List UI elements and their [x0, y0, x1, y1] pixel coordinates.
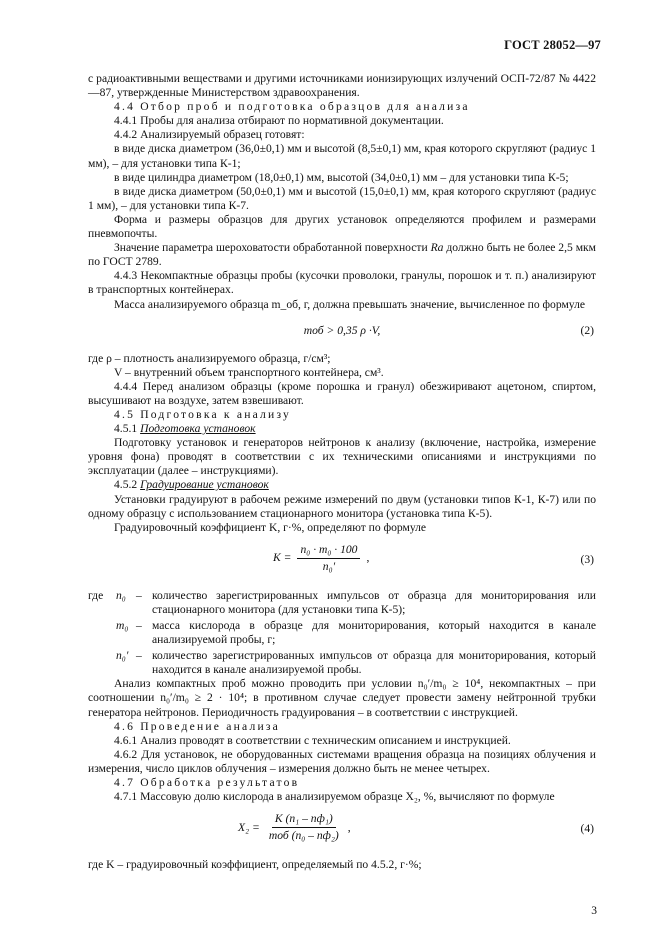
definition-text: количество зарегистрированных импульсов от образца для мониторирования или стационарного монитора (для установки типа К-5); — [152, 588, 596, 616]
paragraph: Установки градуируют в рабочем режиме измерений по двум (установки типов К-1, К-7) или по одному образцу с использованием стационарного монитора (установка типа К-5). — [88, 492, 596, 520]
definition-dash: – — [136, 649, 142, 663]
ra-symbol: Ra — [430, 241, 444, 255]
definition-dash: – — [136, 588, 142, 602]
paragraph: Градуировочный коэффициент K, г·%, определяют по формуле — [114, 520, 427, 534]
fraction — [297, 543, 360, 574]
paragraph: в виде цилиндра диаметром (18,0±0,1) мм, высотой (34,0±0,1) мм – для установки типа К-5; — [114, 170, 569, 184]
subsection-title: Подготовка установок — [140, 422, 256, 436]
formula-body — [238, 812, 351, 843]
definition-row — [88, 619, 596, 647]
paragraph — [88, 241, 596, 269]
paragraph: в виде диска диаметром (36,0±0,1) мм и высотой (8,5±0,1) мм, края которого скругляют (радиус 1 мм), – для установки типа К-1; — [88, 142, 596, 170]
formula-number: (2) — [580, 323, 594, 337]
comma: , — [366, 551, 370, 565]
definition-lead — [88, 619, 116, 647]
formula-lhs: K = — [273, 551, 292, 565]
paragraph: Анализ компактных проб можно проводить при условии n₀′/m₀ ≥ 10⁴, некомпактных – при соотношении n₀′/m₀ ≥ 2 · 10⁴; в противном случае следует провести замену нейтронной трубки генератора нейтронов. Периодичность градуирования – в соответствии с инструкцией. — [88, 677, 596, 719]
definition: где K – градуировочный коэффициент, определяемый по 4.5.2, г·%; — [88, 858, 422, 872]
definition: где ρ – плотность анализируемого образца, г/см³; — [88, 351, 331, 365]
paragraph: Масса анализируемого образца m_об, г, должна превышать значение, вычисленное по формуле — [114, 297, 586, 311]
formula-4 — [88, 812, 596, 852]
numerator: K (n₁ – nф₁) — [272, 812, 336, 828]
definition-row — [88, 589, 596, 617]
formula-lhs: X₂ = — [238, 820, 260, 834]
paragraph: Подготовку установок и генераторов нейтронов к анализу (включение, настройка, измерение уровня фона) проводят в соответствии с их техническими описаниями и инструкциями по эксплуатации (далее – инструкциями). — [88, 436, 596, 478]
document-body — [88, 72, 596, 872]
standard-header: ГОСТ 28052—97 — [504, 38, 601, 52]
formula-2 — [88, 318, 596, 348]
denominator: n₀′ — [322, 559, 336, 573]
definition-lead: где — [88, 588, 104, 602]
definition-symbol: m₀ — [116, 619, 129, 632]
formula-body — [273, 543, 369, 574]
paragraph: 4.4.3 Некомпактные образцы пробы (кусочки проволоки, гранулы, порошок и т. п.) анализируют в транспортных контейнерах. — [88, 269, 596, 297]
section-heading: 4.6 Проведение анализа — [114, 719, 280, 733]
paragraph: 4.7.1 Массовую долю кислорода в анализируемом образце X₂, %, вычисляют по формуле — [114, 790, 555, 804]
definition-row — [88, 649, 596, 677]
formula-number: (3) — [580, 552, 594, 566]
definition-symbol: n₀ — [116, 588, 126, 602]
paragraph: Форма и размеры образцов для других установок определяются профилем и размерами пневмопочты. — [88, 212, 596, 241]
formula-number: (4) — [580, 822, 594, 836]
paragraph: с радиоактивными веществами и другими источниками ионизирующих излучений ОСП-72/87 № 4422—87, утвержденные Министерством здравоохранения. — [88, 72, 596, 100]
text-fragment: Значение параметра шероховатости обработанной поверхности — [114, 241, 431, 255]
comma: , — [347, 820, 351, 834]
numerator: n₀ · m₀ · 100 — [297, 543, 360, 559]
definition-symbol: n₀′ — [116, 649, 129, 663]
definition-dash: – — [136, 619, 142, 632]
subsection-number: 4.5.1 — [114, 422, 141, 436]
page-number: 3 — [591, 905, 597, 917]
definition-list — [88, 589, 596, 678]
formula-body: mоб > 0,35 ρ ·V, — [303, 323, 381, 337]
paragraph: 4.4.4 Перед анализом образцы (кроме порошка и гранул) обезжиривают ацетоном, спиртом, высушивают на воздухе, затем взвешивают. — [88, 379, 596, 407]
denominator: mоб (n₀ – nф₂) — [268, 829, 339, 843]
formula-3 — [88, 543, 596, 583]
paragraph: 4.4.2 Анализируемый образец готовят: — [114, 128, 305, 142]
fraction — [266, 812, 342, 843]
paragraph: 4.6.1 Анализ проводят в соответствии с техническим описанием и инструкцией. — [114, 733, 511, 747]
section-heading: 4.4 Отбор проб и подготовка образцов для анализа — [114, 100, 470, 114]
paragraph: 4.6.2 Для установок, не оборудованных системами вращения образца на позициях облучения и измерения, число циклов облучения – измерения должно быть не менее четырех. — [88, 747, 596, 775]
section-heading: 4.7 Обработка результатов — [114, 776, 300, 790]
definition-lead — [88, 649, 116, 677]
subsection-title: Градуирование установок — [140, 478, 269, 492]
subsection-heading — [88, 478, 596, 492]
section-heading: 4.5 Подготовка к анализу — [114, 407, 291, 421]
definition: V – внутренний объем транспортного контейнера, см³. — [114, 365, 384, 379]
definition-text: масса кислорода в образце для мониторирования, который находится в канале анализируемой пробы, г; — [152, 619, 596, 647]
paragraph: в виде диска диаметром (50,0±0,1) мм и высотой (15,0±0,1) мм, края которого скругляют (радиус 1 мм), – для установки типа К-7. — [88, 184, 596, 212]
subsection-number: 4.5.2 — [114, 478, 141, 492]
text-fragment: должно быть не более 2,5 мкм по ГОСТ 2789. — [88, 241, 596, 269]
definition-text: количество зарегистрированных импульсов от образца для мониторирования, который находится в канале анализируемой пробы. — [152, 649, 596, 677]
paragraph: 4.4.1 Пробы для анализа отбирают по нормативной документации. — [114, 114, 444, 128]
subsection-heading — [88, 422, 596, 436]
